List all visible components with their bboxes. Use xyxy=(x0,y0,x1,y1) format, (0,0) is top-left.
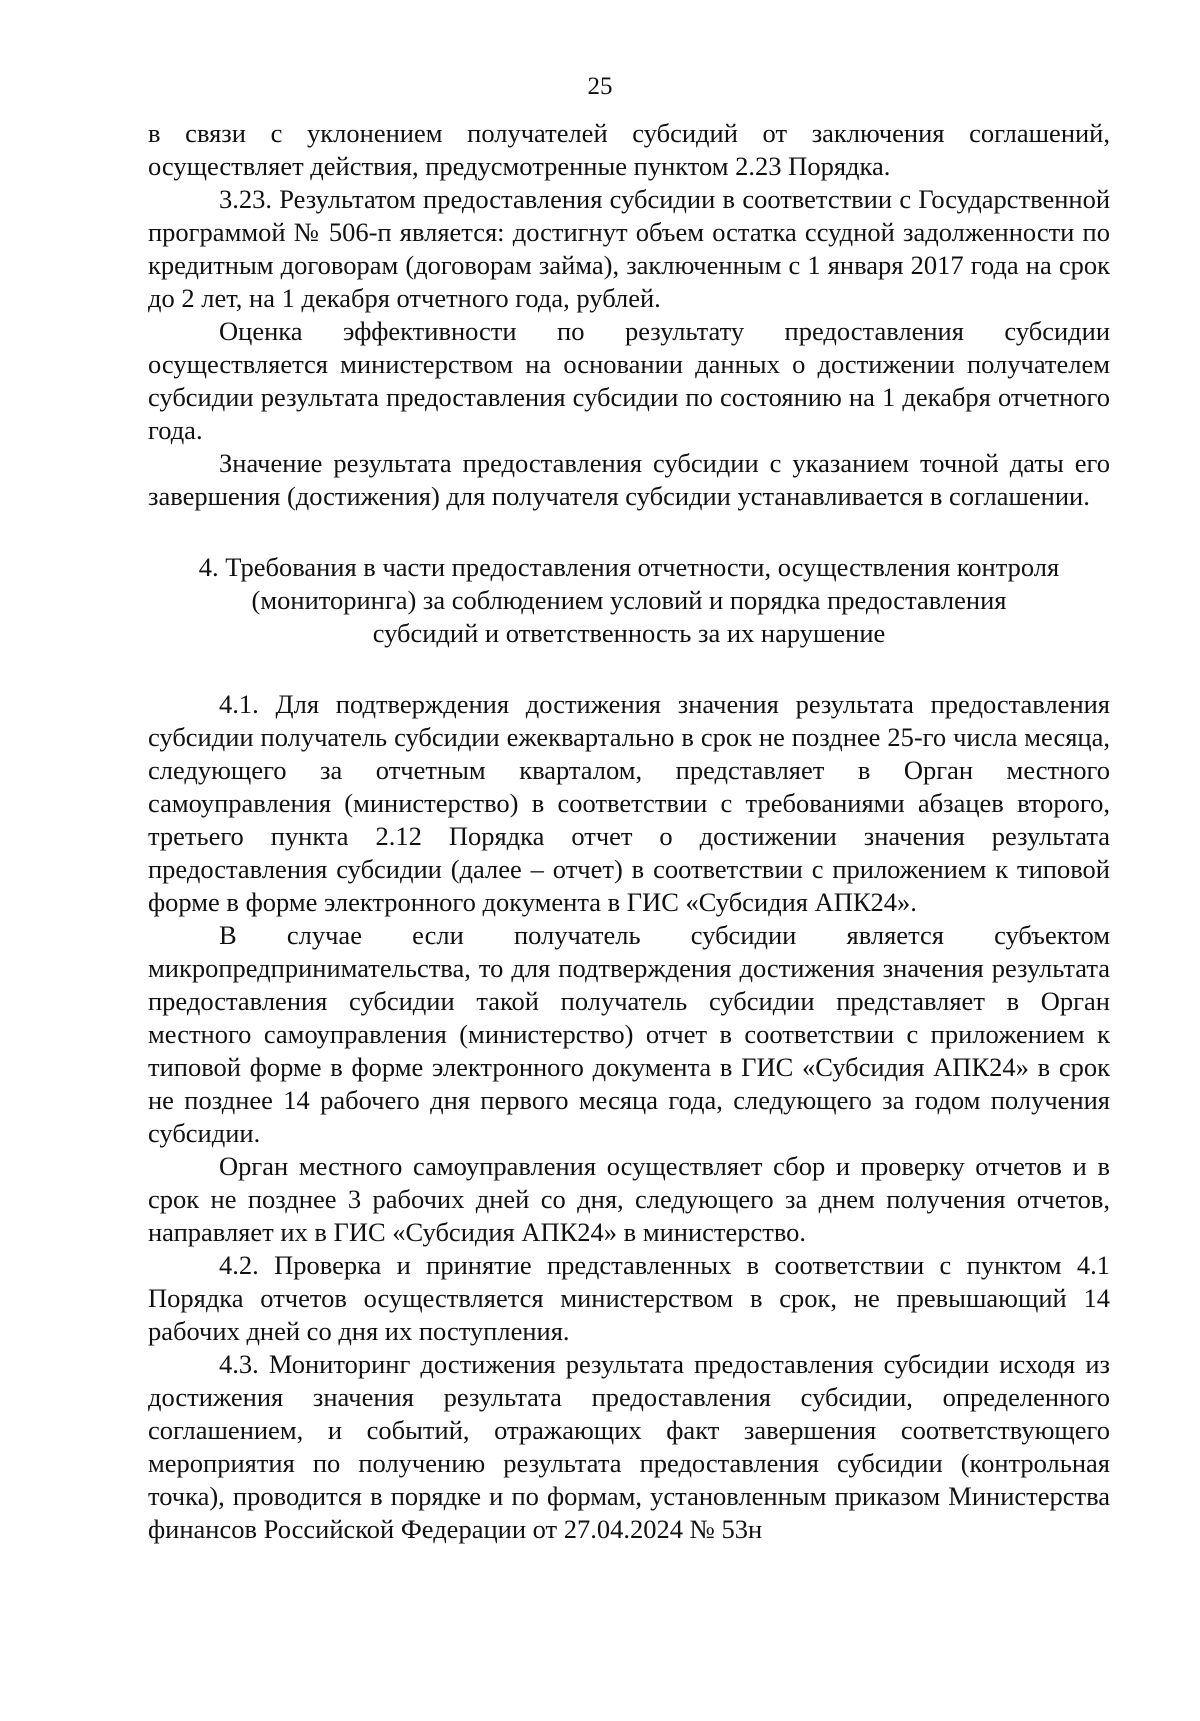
section-4-heading xyxy=(148,551,1110,650)
spacer xyxy=(148,513,1110,551)
paragraph-4-1: 4.1. Для подтверждения достижения значения результата предоставления субсидии получатель субсидии ежеквартально в срок не позднее 25-го числа месяца, следующего за отчетным кварталом, представляет в Орган местного самоуправления (министерство) в соответствии с требованиями абзацев второго, третьего пункта 2.12 Порядка отчет о достижении значения результата предоставления субсидии (далее – отчет) в соответствии с приложением к типовой форме в форме электронного документа в ГИС «Субсидия АПК24». xyxy=(148,689,1110,917)
page-number: 25 xyxy=(587,73,613,100)
paragraph-result-value: Значение результата предоставления субсидии с указанием точной даты его завершения (достижения) для получателя субсидии устанавливается в соглашении. xyxy=(148,448,1110,511)
section-4-heading-line-3: субсидий и ответственность за их нарушение xyxy=(372,618,886,648)
document-body xyxy=(148,117,1110,1546)
paragraph-efficiency-assessment: Оценка эффективности по результату предоставления субсидии осуществляется министерством на основании данных о достижении получателем субсидии результата предоставления субсидии по состоянию на 1 декабря отчетного года. xyxy=(148,316,1110,445)
section-4-heading-line-2: (мониторинга) за соблюдением условий и порядка предоставления xyxy=(251,585,1007,615)
paragraph-4-1-microenterprise: В случае если получатель субсидии является субъектом микропредпринимательства, то для подтверждения достижения значения результата предоставления субсидии такой получатель субсидии представляет в Орган местного самоуправления (министерство) отчет в соответствии с приложением к типовой форме в форме электронного документа в ГИС «Субсидия АПК24» в срок не позднее 14 рабочего дня первого месяца года, следующего за годом получения субсидии. xyxy=(148,920,1110,1148)
paragraph-4-2: 4.2. Проверка и принятие представленных в соответствии с пунктом 4.1 Порядка отчетов осуществляется министерством в срок, не превышающий 14 рабочих дней со дня их поступления. xyxy=(148,1250,1110,1346)
section-4-heading-line-1: 4. Требования в части предоставления отчетности, осуществления контроля xyxy=(198,552,1060,582)
paragraph-4-1-local-government: Орган местного самоуправления осуществляет сбор и проверку отчетов и в срок не позднее 3 рабочих дней со дня, следующего за днем получения отчетов, направляет их в ГИС «Субсидия АПК24» в министерство. xyxy=(148,1151,1110,1247)
spacer xyxy=(148,650,1110,688)
paragraph-intro-continuation: в связи с уклонением получателей субсидий от заключения соглашений, осуществляет действия, предусмотренные пунктом 2.23 Порядка. xyxy=(148,118,1110,181)
paragraph-4-3: 4.3. Мониторинг достижения результата предоставления субсидии исходя из достижения значения результата предоставления субсидии, определенного соглашением, и событий, отражающих факт завершения соответствующего мероприятия по получению результата предоставления субсидии (контрольная точка), проводится в порядке и по формам, установленным приказом Министерства финансов Российской Федерации от 27.04.2024 № 53н xyxy=(148,1349,1110,1544)
paragraph-3-23: 3.23. Результатом предоставления субсидии в соответствии с Государственной программой № 506-п является: достигнут объем остатка ссудной задолженности по кредитным договорам (договорам займа), заключенным с 1 января 2017 года на срок до 2 лет, на 1 декабря отчетного года, рублей. xyxy=(148,184,1110,313)
